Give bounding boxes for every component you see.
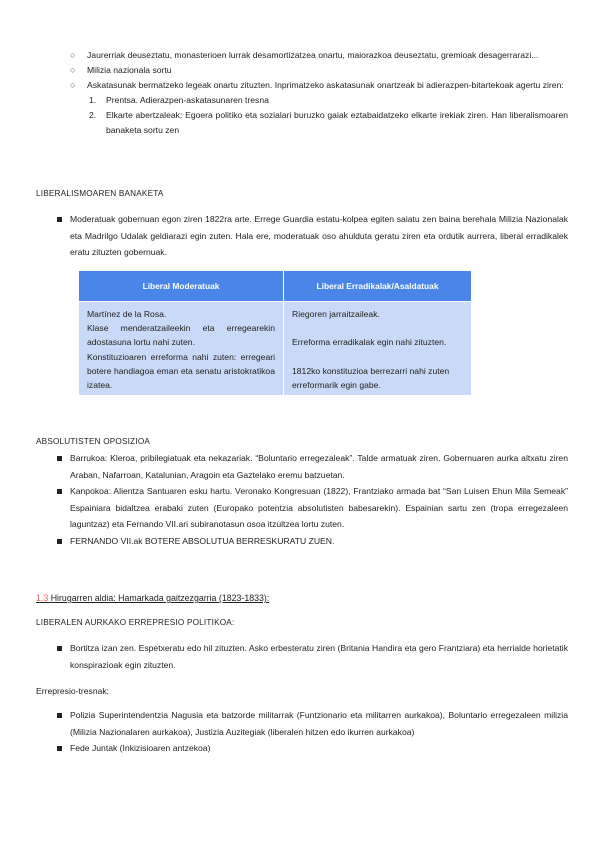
heading-banaketa: LIBERALISMOAREN BANAKETA (36, 189, 164, 198)
list-item: ○ Milizia nazionala sortu (70, 63, 568, 78)
square-bullet-icon (57, 539, 62, 544)
numbered-item: 1. Prentsa. Adierazpen-askatasunaren tresna (89, 95, 269, 105)
section-title-text: Hirugarren aldia: Hamarkada gaitzezgarria (1823-1833): (50, 593, 270, 603)
list-item: Barrukoa: Kleroa, pribilegiatuak eta nekazariak. “Boluntario erregezaleak”. Talde armatuak ziren. Gobernuaren aurka altxatu ziren Araban, Nafarroan, Katalunian, Aragoin eta Gaztelako eremu batzuetan. (57, 450, 568, 483)
square-bullet-icon (57, 646, 62, 651)
table-header-erradikalak: Liberal Erradikalak/Asaldatuak (284, 271, 472, 302)
list-item: ○ Askatasunak bermatzeko legeak onartu zituzten. Inprimatzeko askatasunak onartzeak bi adierazpen-bitartekoak agertu ziren: 1. Prentsa. Adierazpen-askatasunaren tresna 2. Elkarte abertzaleak: Egoera politiko eta sozialari buruzko gaiak eztabaidatzeko elkarte irekiak ziren. Han liberalismoaren banaketa sortu zen (70, 78, 568, 138)
square-bullet-icon (57, 713, 62, 718)
section-number: 1.3 (36, 593, 49, 603)
numbered-list (87, 93, 568, 138)
list-item: Fede Juntak (Inkizisioaren antzekoa) (57, 740, 568, 757)
circle-bullet-icon: ○ (70, 80, 76, 90)
banaketa-list (57, 211, 568, 261)
reform-list (70, 48, 568, 138)
list-item: Bortitza izan zen. Espetxeratu edo hil zituzten. Asko erbesteratu ziren (Britania Handira eta gero Frantziara) eta herrialde horietatik konspirazioak egin zituzten. (57, 640, 568, 673)
table-cell-moderatuak: Martínez de la Rosa. Klase menderatzaileekin eta erregearekin adostasuna lortu nahi zuten. Konstituzioaren erreforma nahi zuten: erregeari botere handiagoa eman eta senatu aristokratikoa izatea. (79, 302, 284, 396)
square-bullet-icon (57, 456, 62, 461)
tresnak-label: Errepresio-tresnak: (36, 686, 110, 696)
square-bullet-icon (57, 217, 62, 222)
errepresio-list (57, 640, 568, 673)
heading-errepresio: LIBERALEN AURKAKO ERREPRESIO POLITIKOA: (36, 618, 235, 627)
list-item: FERNANDO VII.ak BOTERE ABSOLUTUA BERRESKURATU ZUEN. (57, 533, 568, 550)
square-bullet-icon (57, 489, 62, 494)
tresnak-list (57, 707, 568, 757)
table-cell-erradikalak: Riegoren jarraitzaileak. Erreforma erradikalak egin nahi zituzten. 1812ko konstituzioa berrezarri nahi zuten erreformarik egin gabe. (284, 302, 472, 396)
section-title (36, 591, 600, 606)
absolutista-list (57, 450, 568, 549)
list-item: Moderatuak gobernuan egon ziren 1822ra arte. Errege Guardia estatu-kolpea egiten saiatu zen baina berehala Milizia Nazionalak eta Madrilgo Udalak geldiarazi egin zuten. Hala ere, moderatuak oso ahulduta geratu ziren eta ordutik aurrera, liberal erradikalek eratu zituzten gobernuak. (57, 211, 568, 261)
list-item: Kanpokoa: Alientza Santuaren esku hartu. Veronako Kongresuan (1822), Frantziako armada bat “San Luisen Ehun Mila Semeak” Espainiara bidaltzea erabaki zuten (Europako potentzia absolutisten babesarekin). Espainian sartu zen (tropa erregezaleen laguntzaz) eta Fernando VII.ari subiranotasun osoa itzultzea lortu zuten. (57, 483, 568, 533)
heading-absolutista: ABSOLUTISTEN OPOSIZIOA (36, 437, 151, 446)
numbered-item: 2. Elkarte abertzaleak: Egoera politiko eta sozialari buruzko gaiak eztabaidatzeko elkarte irekiak ziren. Han liberalismoaren banaketa sortu zen (89, 110, 568, 135)
circle-bullet-icon: ○ (70, 50, 76, 60)
square-bullet-icon (57, 746, 62, 751)
table-header-moderatuak: Liberal Moderatuak (79, 271, 284, 302)
circle-bullet-icon: ○ (70, 65, 76, 75)
list-item: ○ Jaurerriak deuseztatu, monasterioen lurrak desamortizatzea onartu, maiorazkoa deuseztatu, gremioak desagerrarazi... (70, 48, 568, 63)
list-item: Polizia Superintendentzia Nagusia eta batzorde militarrak (Funtzionario eta militarren aurkakoa), Boluntario erregezaleen milizia (Milizia Nazionalaren aurkakoa), Justizia Auzitegiak (liberalen hitzen edo ikurren aurkakoa) (57, 707, 568, 740)
liberal-comparison-table (78, 270, 472, 396)
